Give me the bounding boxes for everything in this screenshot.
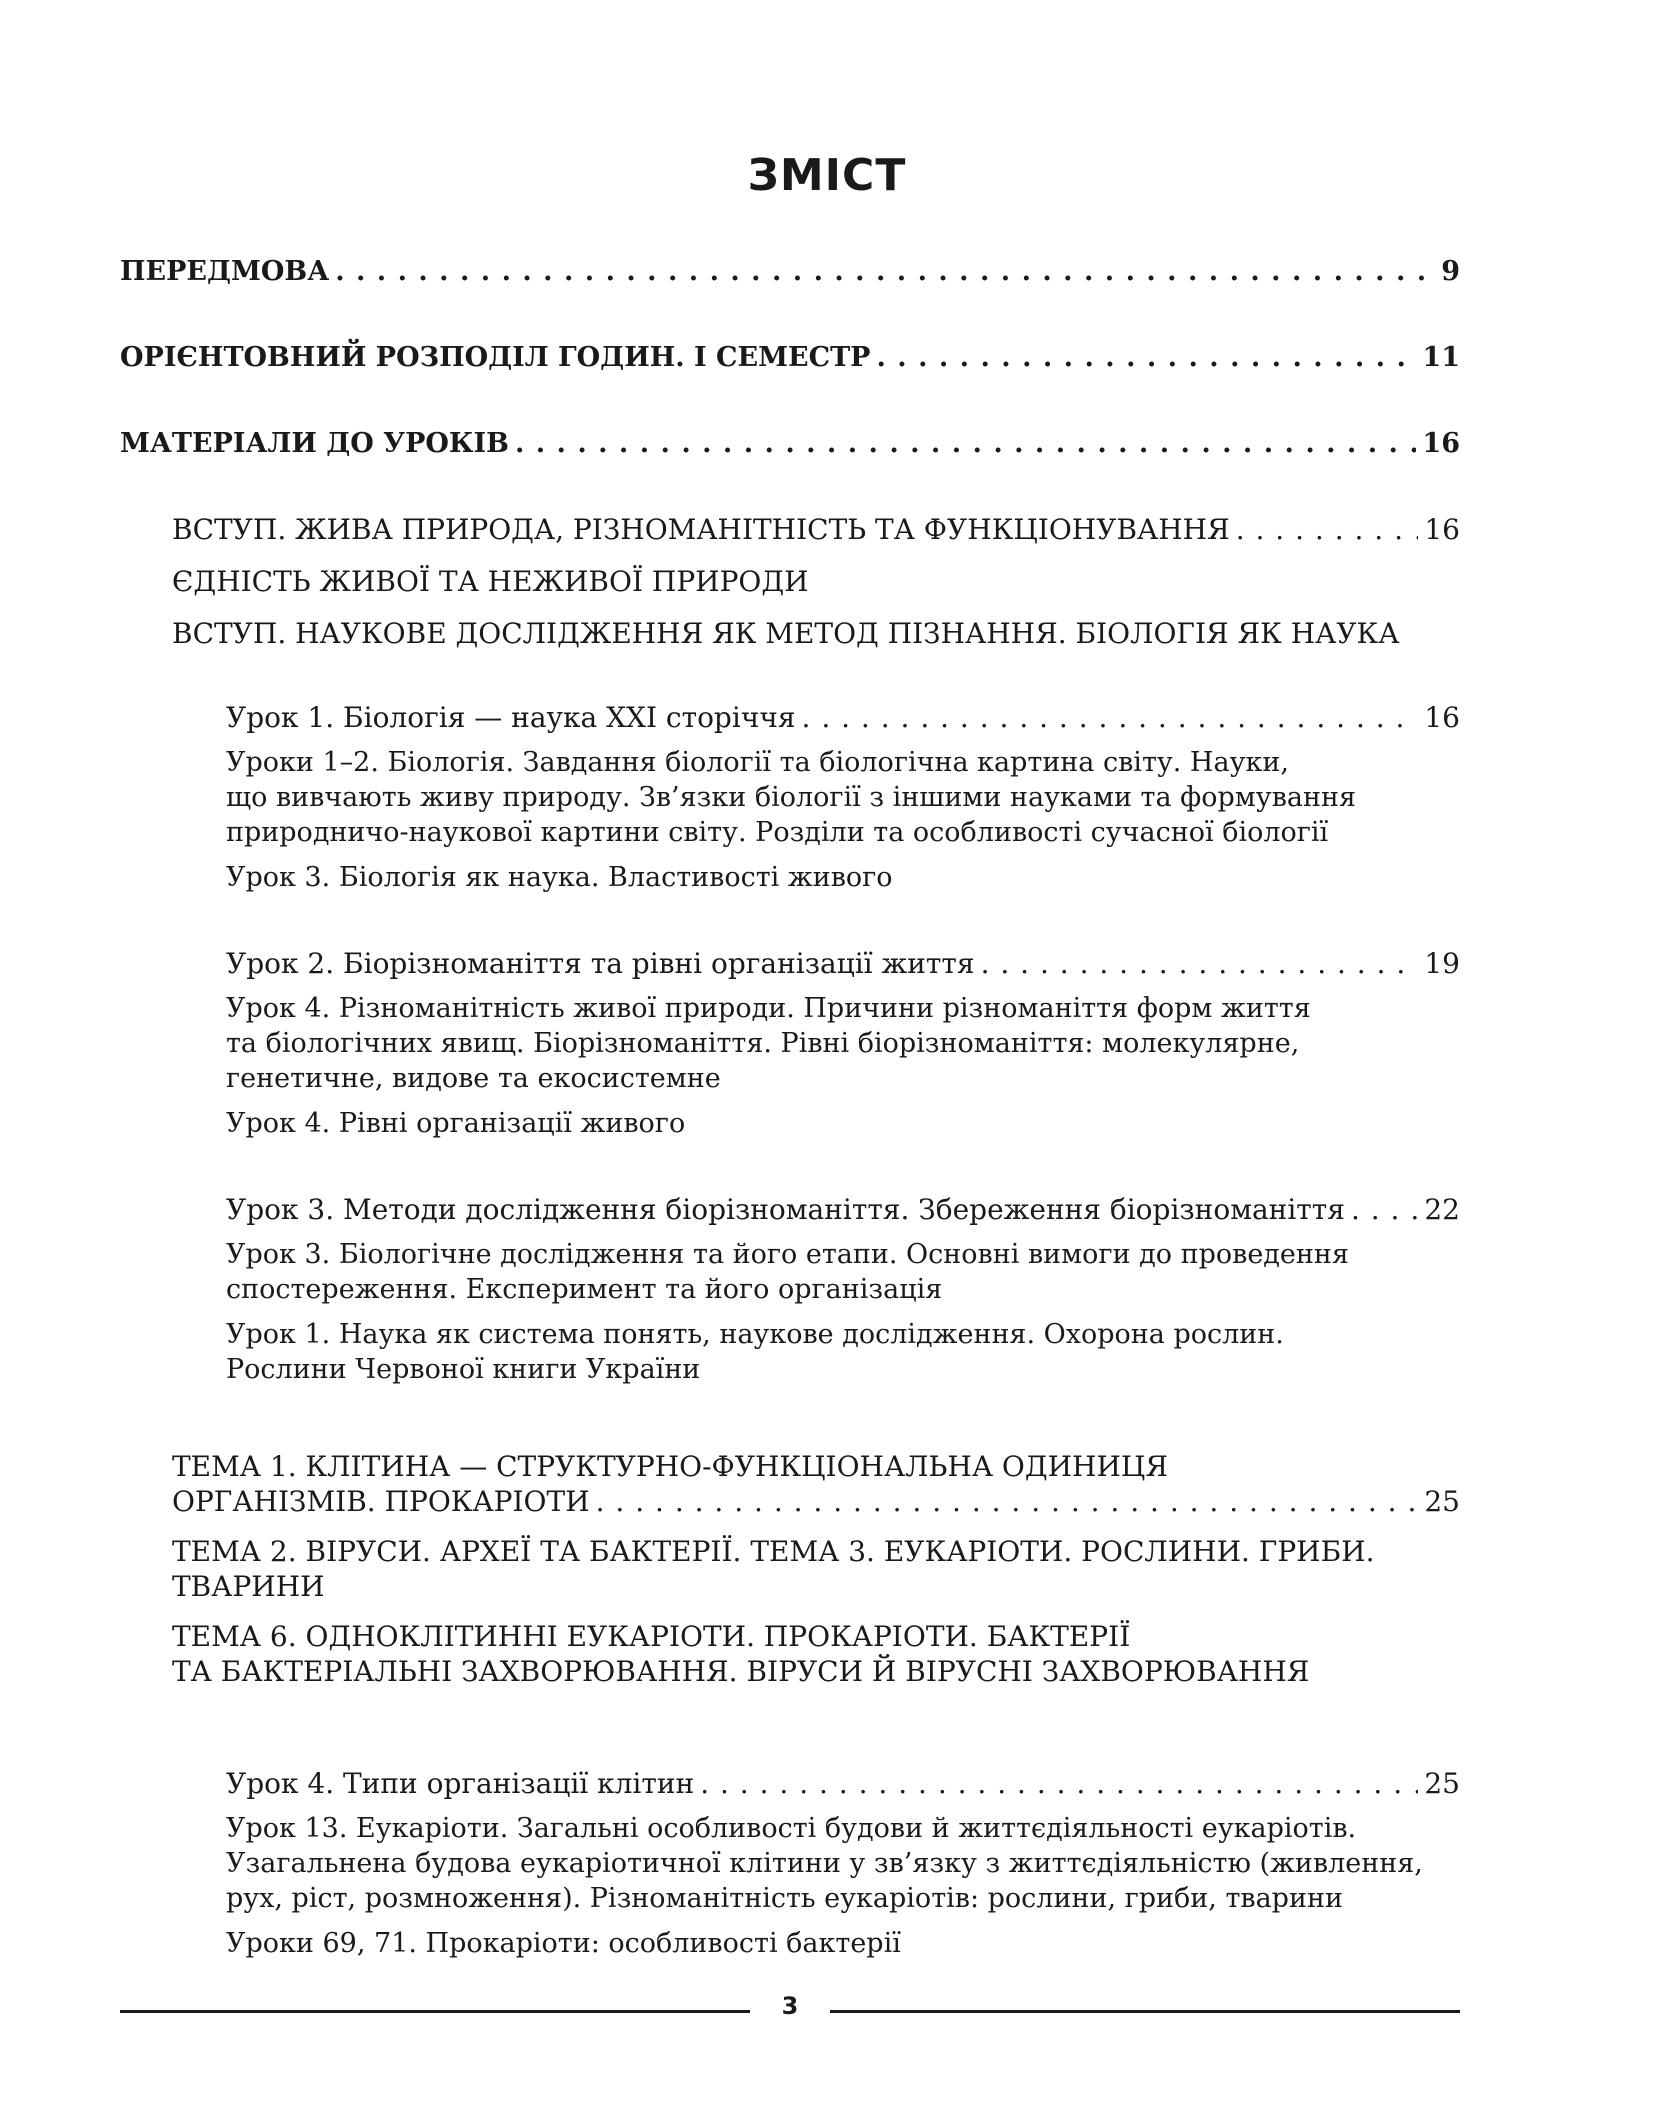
page-footer — [120, 1990, 1460, 2030]
toc-cross-reference: Урок 4. Різноманітність живої природи. Причини різноманіття форм життя та біологічних явищ. Біорізноманіття. Рівні біорізноманіття: молекулярне, генетичне, видове та екосистемне — [226, 993, 1311, 1094]
toc-entry-title: Урок 1. Біологія — наука XXI сторіччя — [226, 701, 796, 734]
toc-entry-title: ВСТУП. ЖИВА ПРИРОДА, РІЗНОМАНІТНІСТЬ ТА ФУНКЦІОНУВАННЯ — [172, 513, 1230, 546]
toc-page-number: 19 — [1424, 947, 1460, 980]
toc-cross-reference: Уроки 69, 71. Прокаріоти: особливості бактерії — [226, 1928, 901, 1959]
toc-section-intro[interactable] — [120, 512, 1460, 651]
toc-entry-title: МАТЕРІАЛИ ДО УРОКІВ — [120, 428, 509, 459]
toc-entry-title: ПЕРЕДМОВА — [120, 256, 330, 287]
toc-page-number: 11 — [1422, 342, 1460, 373]
toc-entry-title: ОРІЄНТОВНИЙ РОЗПОДІЛ ГОДИН. І СЕМЕСТР — [120, 342, 871, 373]
toc-page-number: 25 — [1424, 1485, 1460, 1518]
toc-entry-hours-distribution[interactable] — [120, 340, 1460, 375]
toc-entry-preface[interactable] — [120, 254, 1460, 289]
toc-entry-title: Урок 2. Біорізноманіття та рівні організації життя — [226, 947, 975, 980]
toc-page-number: 16 — [1422, 428, 1460, 459]
toc-leader-dots — [1236, 512, 1419, 547]
toc-leader-dots — [335, 254, 1435, 289]
toc-lesson-1[interactable] — [120, 700, 1460, 895]
toc-entry-title: Урок 3. Методи дослідження біорізноманіття. Збереження біорізноманіття — [226, 1193, 1345, 1226]
toc-page-number: 16 — [1424, 701, 1460, 734]
toc-leader-dots — [1351, 1192, 1418, 1227]
toc-cross-reference: Урок 3. Біологія як наука. Властивості живого — [226, 862, 893, 893]
toc-cross-reference: ТЕМА 6. ОДНОКЛІТИННІ ЕУКАРІОТИ. ПРОКАРІОТИ. БАКТЕРІЇ ТА БАКТЕРІАЛЬНІ ЗАХВОРЮВАННЯ. ВІРУСИ Й ВІРУСНІ ЗАХВОРЮВАННЯ — [172, 1620, 1310, 1688]
toc-leader-dots — [700, 1766, 1418, 1801]
toc-cross-reference: Урок 1. Наука як система понять, наукове дослідження. Охорона рослин. Рослини Червоної книги України — [226, 1319, 1284, 1385]
toc-cross-reference: Уроки 1–2. Біологія. Завдання біології та біологічна картина світу. Науки, що вивчають живу природу. Зв’язки біології з іншими науками та формування природничо-наукової картини світу. Розділи та особливості сучасної біології — [226, 747, 1357, 848]
page-number: 3 — [781, 1992, 799, 2020]
toc-cross-reference: ТЕМА 2. ВІРУСИ. АРХЕЇ ТА БАКТЕРІЇ. ТЕМА 3. ЕУКАРІОТИ. РОСЛИНИ. ГРИБИ. ТВАРИНИ — [172, 1535, 1375, 1603]
toc-entry-title: Урок 4. Типи організації клітин — [226, 1767, 695, 1800]
toc-cross-reference: Урок 3. Біологічне дослідження та його етапи. Основні вимоги до проведення спостереження. Експеримент та його організація — [226, 1239, 1349, 1305]
toc-leader-dots — [596, 1484, 1419, 1519]
toc-page-number: 9 — [1441, 256, 1460, 287]
toc-page-number: 22 — [1424, 1193, 1460, 1226]
toc-section-subtitle: ВСТУП. НАУКОВЕ ДОСЛІДЖЕННЯ ЯК МЕТОД ПІЗНАННЯ. БІОЛОГІЯ ЯК НАУКА — [172, 617, 1400, 650]
toc-leader-dots — [802, 700, 1419, 735]
footer-rule-right — [830, 2010, 1460, 2013]
page-title: ЗМІСТ — [747, 150, 907, 201]
toc-leader-dots — [876, 340, 1416, 375]
toc-lesson-2[interactable] — [120, 946, 1460, 1141]
toc-section-subtitle: ЄДНІСТЬ ЖИВОЇ ТА НЕЖИВОЇ ПРИРОДИ — [172, 565, 809, 598]
toc-leader-dots — [981, 946, 1419, 981]
toc-page-number: 16 — [1424, 513, 1460, 546]
toc-cross-reference: Урок 13. Еукаріоти. Загальні особливості будови й життєдіяльності еукаріотів. Узагальнена будова еукаріотичної клітини у зв’язку з життєдіяльністю (живлення, рух, ріст, розмноження). Різноманітність еукаріотів: рослини, гриби, тварини — [226, 1813, 1423, 1914]
toc-page-number: 25 — [1424, 1767, 1460, 1800]
toc-cross-reference: Урок 4. Рівні організації живого — [226, 1108, 686, 1139]
toc-entry-title: ТЕМА 1. КЛІТИНА — СТРУКТУРНО-ФУНКЦІОНАЛЬНА ОДИНИЦЯ — [172, 1450, 1168, 1483]
toc-leader-dots — [515, 426, 1416, 461]
toc-lesson-4[interactable] — [120, 1766, 1460, 1961]
toc-entry-lesson-materials[interactable] — [120, 426, 1460, 461]
toc-topic-1[interactable] — [120, 1449, 1460, 1689]
toc-lesson-3[interactable] — [120, 1192, 1460, 1387]
toc-entry-title-continued: ОРГАНІЗМІВ. ПРОКАРІОТИ — [172, 1485, 590, 1518]
